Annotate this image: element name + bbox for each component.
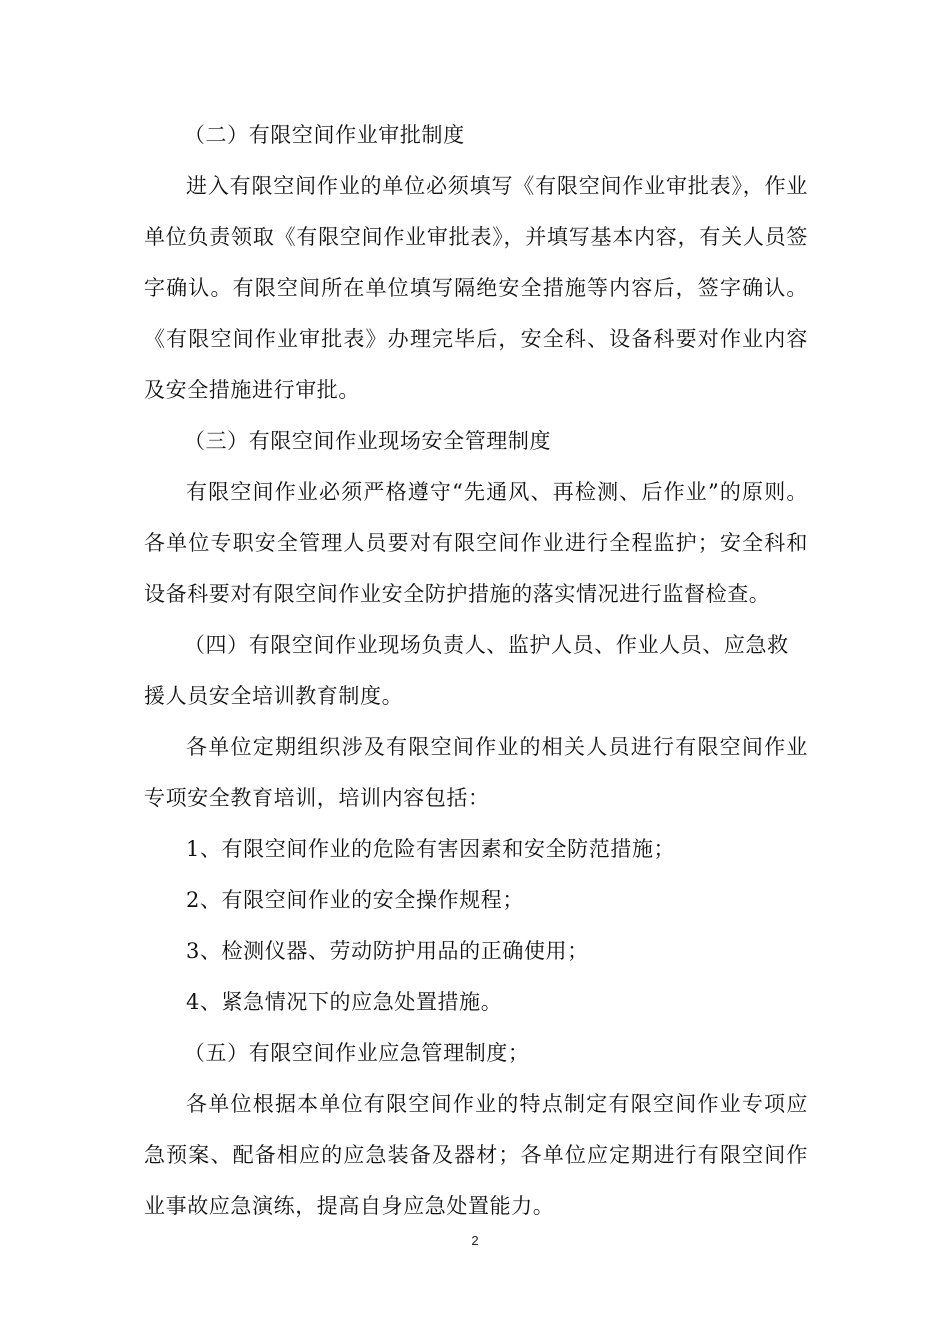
- section-heading-approval: （二）有限空间作业审批制度: [183, 123, 465, 147]
- paragraph-approval-procedure: 进入有限空间作业的单位必须填写《有限空间作业审批表》，作业单位负责领取《有限空间作业审批表》，并填写基本内容，有关人员签字确认。有限空间所在单位填写隔绝安全措施等内容后，签字确认。《有限空间作业审批表》办理完毕后，安全科、设备科要对作业内容及安全措施进行审批。: [144, 174, 808, 402]
- list-item-training-3: 3、检测仪器、劳动防护用品的正确使用；: [186, 939, 589, 963]
- section-heading-emergency: （五）有限空间作业应急管理制度；: [183, 1041, 530, 1065]
- list-item-training-4: 4、紧急情况下的应急处置措施。: [186, 990, 503, 1014]
- paragraph-emergency: 各单位根据本单位有限空间作业的特点制定有限空间作业专项应急预案、配备相应的应急装备及器材；各单位应定期进行有限空间作业事故应急演练，提高自身应急处置能力。: [144, 1092, 808, 1218]
- section-heading-training: （四）有限空间作业现场负责人、监护人员、作业人员、应急救援人员安全培训教育制度。: [144, 633, 789, 708]
- section-heading-site-safety: （三）有限空间作业现场安全管理制度: [183, 429, 552, 453]
- list-item-training-2: 2、有限空间作业的安全操作规程；: [186, 888, 524, 912]
- page-number: 2: [471, 1233, 479, 1248]
- paragraph-site-safety: 有限空间作业必须严格遵守“先通风、再检测、后作业”的原则。各单位专职安全管理人员要对有限空间作业进行全程监护；安全科和设备科要对有限空间作业安全防护措施的落实情况进行监督检查。: [144, 480, 808, 606]
- list-item-training-1: 1、有限空间作业的危险有害因素和安全防范措施；: [186, 837, 676, 861]
- paragraph-training-intro: 各单位定期组织涉及有限空间作业的相关人员进行有限空间作业专项安全教育培训，培训内容包括：: [144, 735, 808, 810]
- document-body: [144, 110, 808, 1232]
